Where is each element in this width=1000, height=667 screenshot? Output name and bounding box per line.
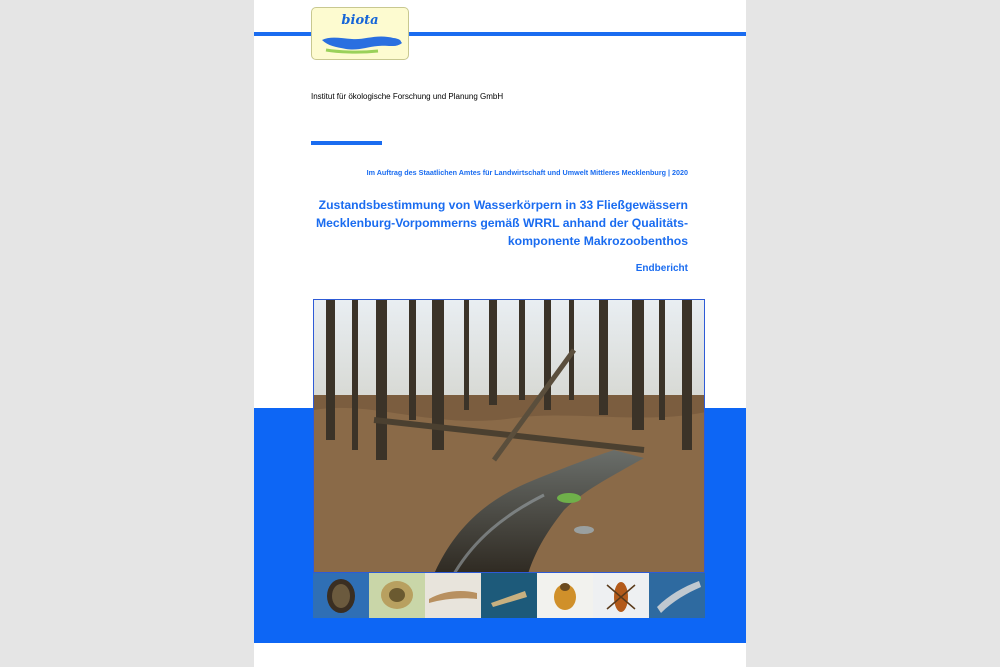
stream-photo bbox=[313, 299, 705, 573]
logo-text: biota bbox=[341, 13, 379, 28]
report-subtitle: Endbericht bbox=[635, 263, 688, 274]
specimen-thumb bbox=[537, 573, 593, 618]
accent-bar bbox=[311, 141, 382, 145]
specimen-thumb bbox=[593, 573, 649, 618]
institute-name: Institut für ökologische Forschung und Planung GmbH bbox=[311, 92, 504, 101]
biota-logo bbox=[311, 7, 409, 60]
logo-wave-icon bbox=[318, 26, 404, 56]
title-line: komponente Makrozoobenthos bbox=[507, 234, 688, 248]
specimen-thumb bbox=[481, 573, 537, 618]
title-line: Mecklenburg-Vorpommerns gemäß WRRL anhand der Qualitäts- bbox=[316, 216, 688, 230]
specimen-thumb bbox=[425, 573, 481, 618]
specimen-strip bbox=[313, 573, 705, 618]
specimen-thumb bbox=[369, 573, 425, 618]
specimen-thumb bbox=[649, 573, 705, 618]
commission-line: Im Auftrag des Staatlichen Amtes für Landwirtschaft und Umwelt Mittleres Mecklenburg | 2020 bbox=[366, 168, 688, 177]
report-title bbox=[311, 196, 688, 250]
specimen-thumb bbox=[313, 573, 369, 618]
title-line: Zustandsbestimmung von Wasserkörpern in 33 Fließgewässern bbox=[318, 198, 688, 212]
report-cover bbox=[254, 0, 746, 667]
